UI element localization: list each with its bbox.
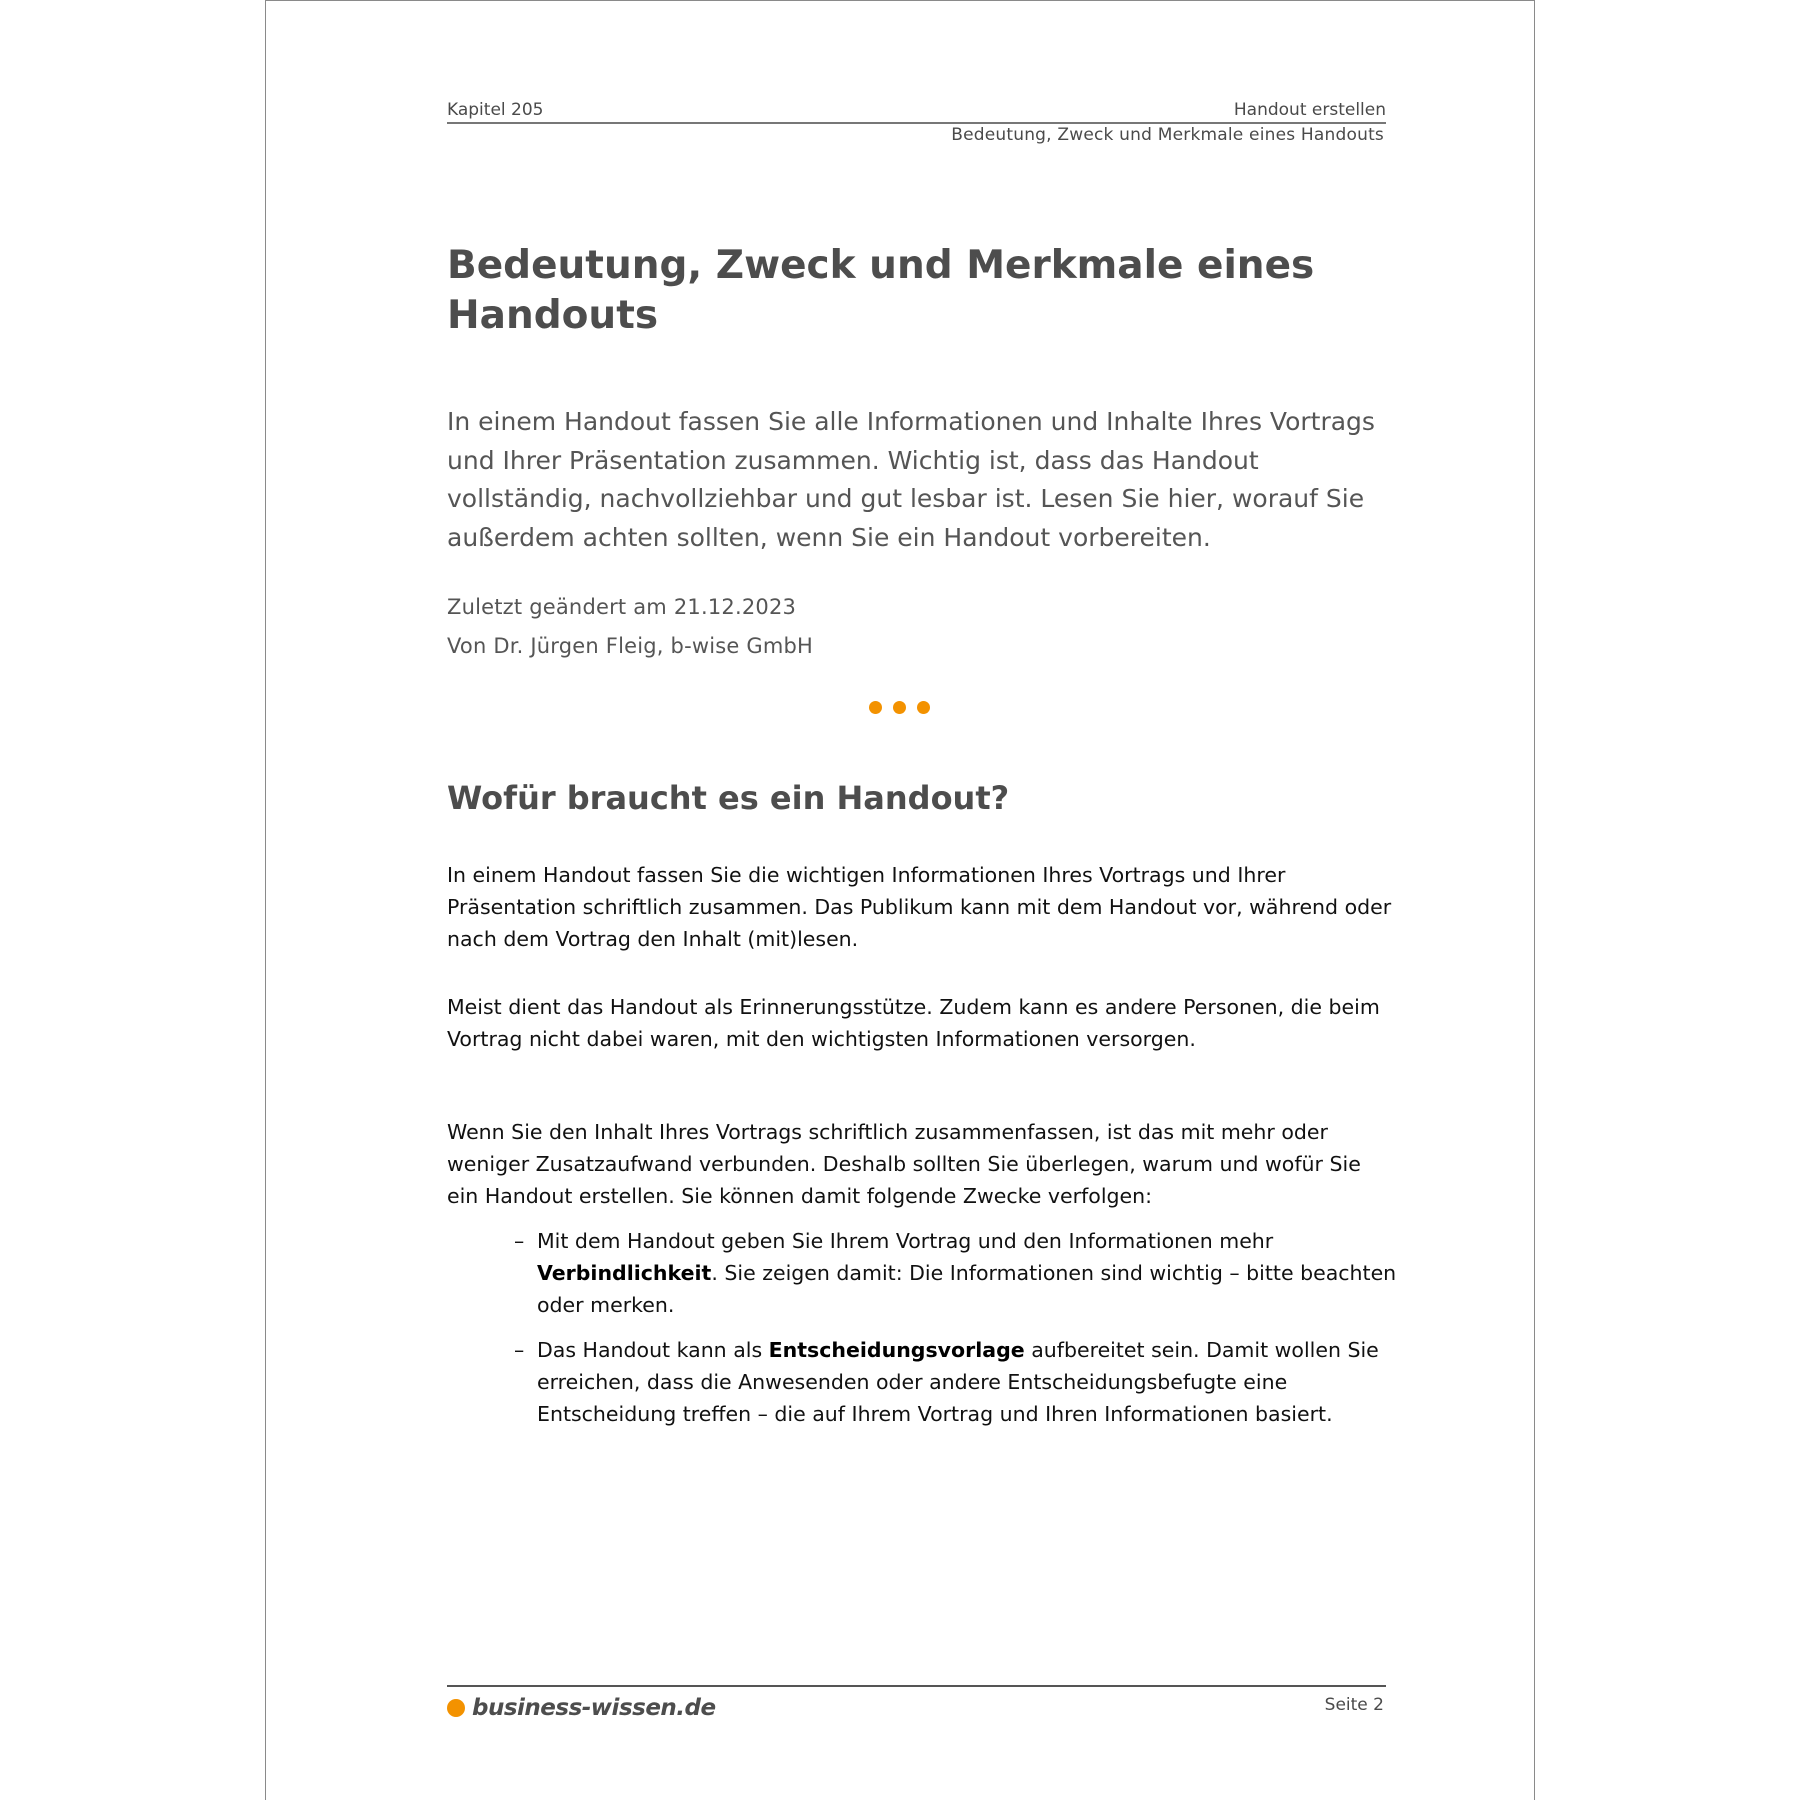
list-text-part: Mit dem Handout geben Sie Ihrem Vortrag und den Informationen mehr: [537, 1229, 1274, 1253]
list-text-bold: Entscheidungsvorlage: [768, 1338, 1025, 1362]
list-dash: –: [514, 1338, 525, 1362]
list-text-part: . Sie zeigen damit: Die Informationen sind wichtig – bitte beachten oder merken.: [537, 1261, 1397, 1317]
page-header: [447, 100, 1386, 124]
body-paragraph: Wenn Sie den Inhalt Ihres Vortrags schriftlich zusammenfassen, ist das mit mehr oder weniger Zusatzaufwand verbunden. Deshalb sollten Sie überlegen, warum und wofür Sie ein Handout erstellen. Sie können damit folgende Zwecke verfolgen:: [447, 1120, 1361, 1208]
list-dash: –: [514, 1229, 525, 1253]
lead-paragraph: In einem Handout fassen Sie alle Informationen und Inhalte Ihres Vortrags und Ihrer Präsentation zusammen. Wichtig ist, dass das Handout vollständig, nachvollziehbar und gut lesbar ist. Lesen Sie hier, worauf Sie außerdem achten sollten, wenn Sie ein Handout vorbereiten.: [447, 407, 1375, 552]
list-item-text: [537, 1334, 1397, 1430]
author-line: Von Dr. Jürgen Fleig, b-wise GmbH: [447, 634, 814, 658]
body-paragraph: In einem Handout fassen Sie die wichtigen Informationen Ihres Vortrags und Ihrer Präsentation schriftlich zusammen. Das Publikum kann mit dem Handout vor, während oder nach dem Vortrag den Inhalt (mit)lesen.: [447, 863, 1392, 951]
separator-dot: [917, 701, 930, 714]
section-label: Handout erstellen: [1233, 100, 1386, 120]
separator-dot: [893, 701, 906, 714]
list-item-text: [537, 1225, 1397, 1321]
body-paragraph: Meist dient das Handout als Erinnerungsstütze. Zudem kann es andere Personen, die beim Vortrag nicht dabei waren, mit den wichtigsten Informationen versorgen.: [447, 995, 1380, 1051]
list-text-part: aufbereitet sein. Damit wollen Sie erreichen, dass die Anwesenden oder andere Entscheidungsbefugte eine Entscheidung treffen – die auf Ihrem Vortrag und Ihren Informationen basiert.: [537, 1338, 1379, 1426]
document-page: [265, 0, 1535, 1800]
page-title: Bedeutung, Zweck und Merkmale eines Handouts: [447, 243, 1315, 338]
header-subtitle: Bedeutung, Zweck und Merkmale eines Handouts: [951, 125, 1384, 145]
chapter-label: Kapitel 205: [447, 100, 544, 120]
footer-divider: [447, 1685, 1386, 1687]
logo-dot-icon: [447, 1699, 465, 1717]
last-changed-date: Zuletzt geändert am 21.12.2023: [447, 595, 797, 619]
list-text-part: Das Handout kann als: [537, 1338, 769, 1362]
logo-text: business-wissen.de: [472, 1695, 716, 1721]
section-heading: Wofür braucht es ein Handout?: [447, 779, 1010, 817]
page-number: Seite 2: [1324, 1695, 1384, 1715]
separator-dot: [869, 701, 882, 714]
list-text-bold: Verbindlichkeit: [537, 1261, 712, 1285]
